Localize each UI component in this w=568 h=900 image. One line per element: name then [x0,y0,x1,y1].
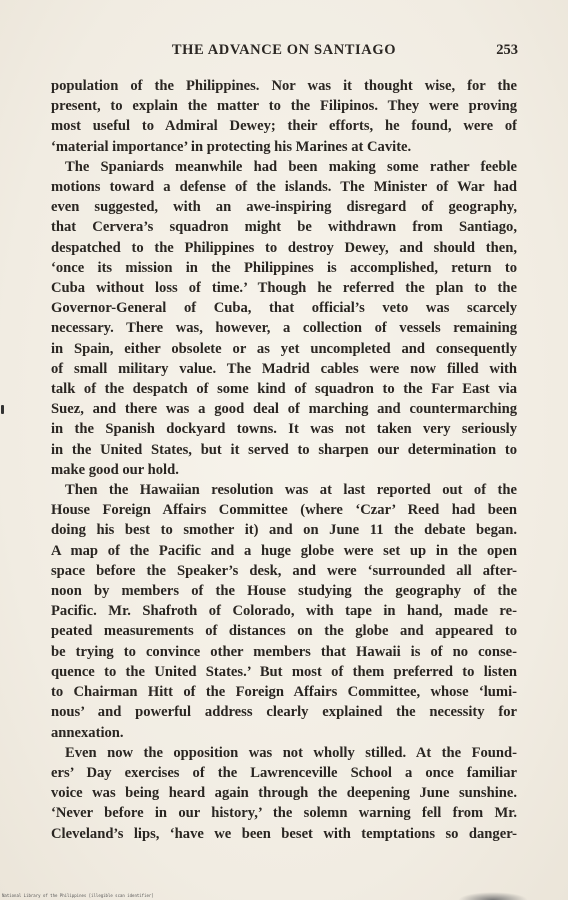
text-line: Cleveland’s lips, ‘have we been beset with temptations so danger- [51,825,517,842]
text-line: in the Spanish dockyard towns. It was not taken very seriously [51,421,517,438]
paragraph [51,76,517,157]
text-line: Governor-General of Cuba, that official’s veto was scarcely [51,300,517,317]
text-line: even suggested, with an awe-inspiring disregard of geography, [51,199,517,216]
paragraph [51,157,517,480]
text-line: Even now the opposition was not wholly stilled. At the Found- [65,744,517,761]
text-line: present, to explain the matter to the Filipinos. They were proving [51,98,517,115]
text-line: necessary. There was, however, a collection of vessels remaining [51,320,517,337]
text-line: that Cervera’s squadron might be withdrawn from Santiago, [51,219,517,236]
text-line: most useful to Admiral Dewey; their efforts, he found, were of [51,118,517,135]
text-line: talk of the despatch of some kind of squadron to the Far East via [51,381,517,398]
paragraph [51,743,517,844]
text-line: Suez, and there was a good deal of marching and countermarching [51,401,517,418]
scan-footer: National Library of the Philippines [illegible scan identifier] [2,893,154,898]
body-text [51,76,517,844]
text-line: of small military value. The Madrid cables were now filled with [51,360,517,377]
text-line: doing his best to smother it) and on June 11 the debate began. [51,522,517,539]
page-edge-shadow [458,892,528,900]
text-line: annexation. [51,724,124,741]
text-line: Then the Hawaiian resolution was at last reported out of the [65,482,517,499]
text-line: in the United States, but it served to sharpen our determination to [51,441,517,458]
text-line: peated measurements of distances on the globe and appeared to [51,623,517,640]
text-line: House Foreign Affairs Committee (where ‘Czar’ Reed had been [51,502,517,519]
text-line: noon by members of the House studying the geography of the [51,583,517,600]
text-line: ‘once its mission in the Philippines is accomplished, return to [51,259,517,276]
text-line: Cuba without loss of time.’ Though he referred the plan to the [51,280,517,297]
text-line: be trying to convince other members that Hawaii is of no conse- [51,643,517,660]
page-number: 253 [496,42,518,58]
text-line: despatched to the Philippines to destroy Dewey, and should then, [51,239,517,256]
text-line: in Spain, either obsolete or as yet uncompleted and consequently [51,340,517,357]
text-line: ‘Never before in our history,’ the solemn warning fell from Mr. [51,805,517,822]
text-line: to Chairman Hitt of the Foreign Affairs Committee, whose ‘lumi- [51,684,517,701]
page-header [50,42,518,64]
running-title: THE ADVANCE ON SANTIAGO [171,42,397,58]
text-line: quence to the United States.’ But most of them preferred to listen [51,663,517,680]
text-line: space before the Speaker’s desk, and were ‘surrounded all after- [51,562,517,579]
text-line: motions toward a defense of the islands. The Minister of War had [51,179,517,196]
paragraph [51,480,517,743]
text-line: population of the Philippines. Nor was it thought wise, for the [51,78,517,94]
text-line: ‘material importance’ in protecting his Marines at Cavite. [51,138,412,155]
text-line: Pacific. Mr. Shafroth of Colorado, with tape in hand, made re- [51,603,517,620]
margin-ink-mark [1,405,4,414]
text-line: nous’ and powerful address clearly explained the necessity for [51,704,517,721]
text-line: The Spaniards meanwhile had been making some rather feeble [65,158,517,175]
text-line: make good our hold. [51,461,179,478]
text-line: A map of the Pacific and a huge globe were set up in the open [51,542,517,559]
text-line: ers’ Day exercises of the Lawrenceville School a once familiar [51,764,517,781]
text-line: voice was being heard again through the deepening June sunshine. [51,785,517,802]
